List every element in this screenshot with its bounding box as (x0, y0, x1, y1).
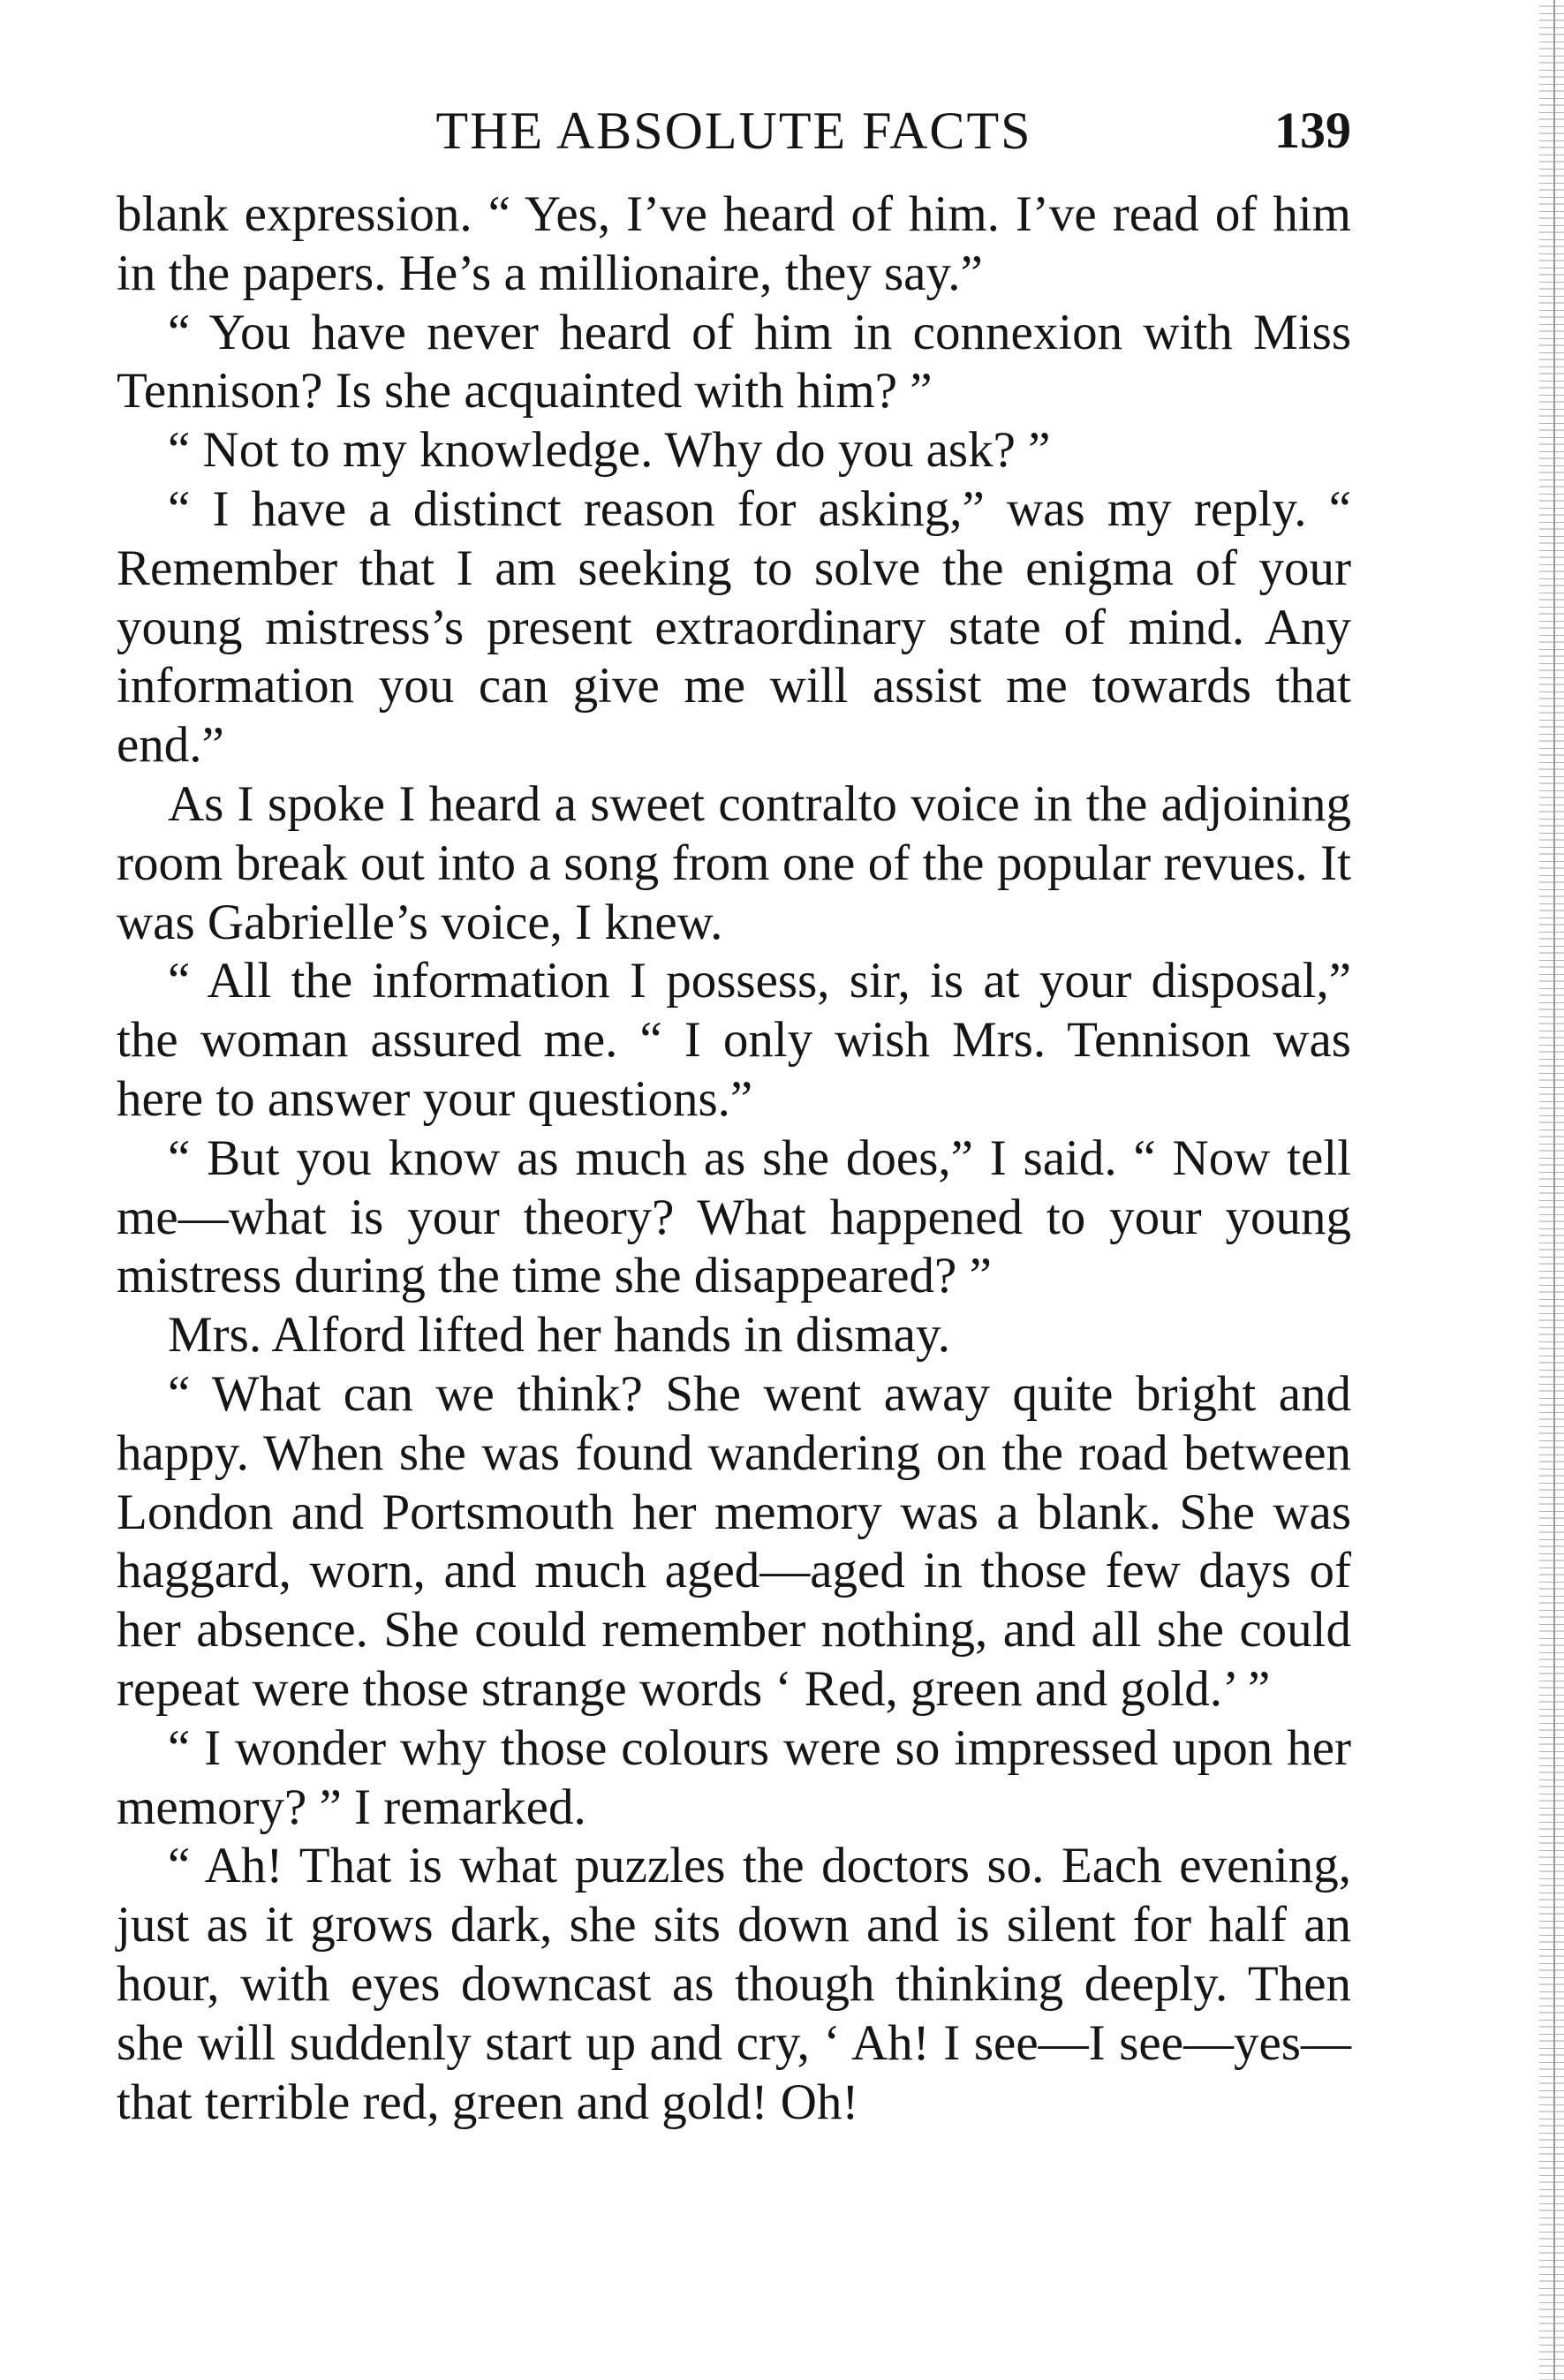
body-text (117, 185, 1351, 2132)
paragraph: Mrs. Alford lifted her hands in dismay. (168, 1307, 951, 1364)
paragraph: “ What can we think? She went away quite bright and happy. When she was found wandering on the road between London and Portsmouth her memory was a blank. She was haggard, worn, and much aged—aged in those few days of her absence. She could remember nothing, and all she could repeat were those strange words ‘ Red, green and gold.’ ” (117, 1365, 1351, 1717)
paragraph: blank expression. “ Yes, I’ve heard of him. I’ve read of him in the papers. He’s a millionaire, they say.” (117, 186, 1351, 301)
page-header (117, 95, 1351, 175)
running-title: THE ABSOLUTE FACTS (435, 102, 1032, 160)
page-edge-line (1553, 0, 1555, 2380)
paragraph: “ But you know as much as she does,” I said. “ Now tell me—what is your theory? What happened to your young mistress during the time she disappeared? ” (117, 1130, 1351, 1304)
paragraph: “ You have never heard of him in connexion with Miss Tennison? Is she acquainted with him? ” (117, 304, 1351, 419)
paragraph: As I spoke I heard a sweet contralto voice in the adjoining room break out into a song from one of the popular revues. It was Gabrielle’s voice, I knew. (117, 775, 1351, 950)
page-number: 139 (1274, 102, 1351, 159)
paragraph: “ I wonder why those colours were so impressed upon her memory? ” I remarked. (117, 1719, 1351, 1835)
paragraph: “ I have a distinct reason for asking,” was my reply. “ Remember that I am seeking to solve the enigma of your young mistress’s present extraordinary state of mind. Any information you can give me will assist me towards that end.” (117, 480, 1351, 774)
paragraph: “ All the information I possess, sir, is at your disposal,” the woman assured me. “ I only wish Mrs. Tennison was here to answer your questions.” (117, 953, 1351, 1127)
paragraph: “ Not to my knowledge. Why do you ask? ” (168, 422, 1051, 479)
paragraph: “ Ah! That is what puzzles the doctors so. Each evening, just as it grows dark, she sits down and is silent for half an hour, with eyes downcast as though thinking deeply. Then she will suddenly start up and cry, ‘ Ah! I see—I see—yes—that terrible red, green and gold! Oh! (117, 1838, 1351, 2130)
page-edge-shadow (1539, 0, 1564, 2380)
